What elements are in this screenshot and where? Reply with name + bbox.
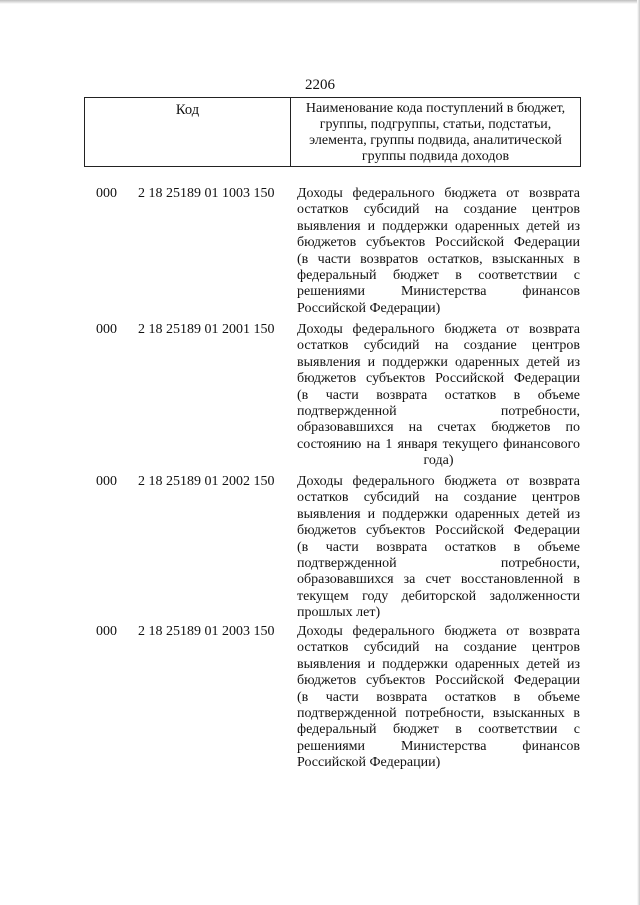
admin-code: 000 bbox=[96, 186, 117, 201]
description-line: (в части возвратов остатков, взысканных в bbox=[297, 251, 580, 267]
header-code-label: Код bbox=[85, 98, 291, 166]
revenue-description bbox=[297, 474, 580, 622]
description-line: федеральный бюджет в соответствии с bbox=[297, 267, 580, 283]
admin-code: 000 bbox=[96, 624, 117, 639]
description-line: остатков субсидий на создание центров bbox=[297, 338, 580, 354]
description-line: Российской Федерации) bbox=[297, 755, 441, 771]
description-line: текущем году дебиторской задолженности bbox=[297, 588, 580, 604]
revenue-code: 2 18 25189 01 2003 150 bbox=[138, 624, 275, 639]
description-line: (в части возврата остатков в объеме bbox=[297, 387, 580, 403]
description-line: остатков субсидий на создание центров bbox=[297, 490, 580, 506]
revenue-description bbox=[297, 624, 580, 772]
description-line: (в части возврата остатков в объеме bbox=[297, 689, 580, 705]
description-line: выявления и поддержки одаренных детей из bbox=[297, 656, 580, 672]
scan-edge-top bbox=[0, 0, 640, 4]
description-line: выявления и поддержки одаренных детей из bbox=[297, 218, 580, 234]
revenue-code: 2 18 25189 01 2002 150 bbox=[138, 474, 275, 489]
description-line: бюджетов субъектов Российской Федерации bbox=[297, 235, 580, 251]
revenue-code: 2 18 25189 01 2001 150 bbox=[138, 322, 275, 337]
header-table bbox=[84, 97, 581, 167]
description-line: бюджетов субъектов Российской Федерации bbox=[297, 371, 580, 387]
description-line: бюджетов субъектов Российской Федерации bbox=[297, 523, 580, 539]
admin-code: 000 bbox=[96, 474, 117, 489]
description-line: прошлых лет) bbox=[297, 605, 381, 621]
description-line: федеральный бюджет в соответствии с bbox=[297, 722, 580, 738]
description-line: подтвержденной потребности, bbox=[297, 403, 580, 419]
description-line: состоянию на 1 января текущего финансового bbox=[297, 436, 580, 452]
description-line: Доходы федерального бюджета от возврата bbox=[297, 624, 580, 639]
admin-code: 000 bbox=[96, 322, 117, 337]
description-line: решениями Министерства финансов bbox=[297, 284, 580, 300]
header-name-label: Наименование кода поступлений в бюджет, группы, подгруппы, статьи, подстатьи, элемента, группы подвида, аналитической группы подвида доходов bbox=[305, 101, 566, 164]
description-line: Доходы федерального бюджета от возврата bbox=[297, 186, 580, 201]
revenue-description bbox=[297, 186, 580, 317]
description-line: решениями Министерства финансов bbox=[297, 738, 580, 754]
description-line: выявления и поддержки одаренных детей из bbox=[297, 506, 580, 522]
revenue-code: 2 18 25189 01 1003 150 bbox=[138, 186, 275, 201]
description-line: выявления и поддержки одаренных детей из bbox=[297, 354, 580, 370]
description-line: (в части возврата остатков в объеме bbox=[297, 539, 580, 555]
page-number: 2206 bbox=[305, 77, 335, 93]
description-line: подтвержденной потребности, взысканных в bbox=[297, 705, 580, 721]
revenue-description bbox=[297, 322, 580, 470]
description-line: образовавшихся за счет восстановленной в bbox=[297, 572, 580, 588]
description-line: Доходы федерального бюджета от возврата bbox=[297, 322, 580, 337]
description-line: остатков субсидий на создание центров bbox=[297, 202, 580, 218]
description-line: бюджетов субъектов Российской Федерации bbox=[297, 673, 580, 689]
description-line: остатков субсидий на создание центров bbox=[297, 640, 580, 656]
description-line: подтвержденной потребности, bbox=[297, 555, 580, 571]
description-line: Российской Федерации) bbox=[297, 300, 441, 316]
description-line: года) bbox=[423, 453, 454, 469]
description-line: Доходы федерального бюджета от возврата bbox=[297, 474, 580, 489]
description-line: образовавшихся на счетах бюджетов по bbox=[297, 420, 580, 436]
